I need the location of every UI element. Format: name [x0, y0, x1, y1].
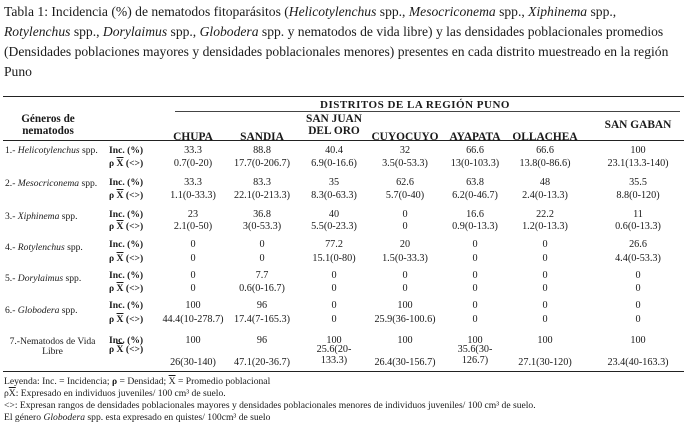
- indicator-incidence: Inc. (%): [109, 335, 144, 346]
- column-header-sandia: SANDIA: [240, 131, 284, 143]
- caption-genus: Dorylaimus: [102, 24, 168, 39]
- incidence-cell: 0: [402, 270, 408, 281]
- incidence-cell: 100: [537, 335, 553, 346]
- density-cell: 0.7(0-20): [173, 158, 213, 169]
- density-cell: 23.1(13.3-140): [607, 158, 669, 169]
- density-cell: 0: [472, 253, 478, 264]
- indicator-incidence: Inc. (%): [109, 209, 144, 220]
- genus-name: Rotylenchus: [17, 242, 65, 253]
- caption-text: spp.,: [70, 24, 103, 39]
- density-cell: 0: [331, 283, 337, 294]
- density-cell: 8.3(0-63.3): [311, 190, 357, 201]
- incidence-cell: 16.6: [466, 209, 484, 220]
- genus-name: Xiphinema: [17, 211, 60, 222]
- density-cell: 0: [190, 283, 196, 294]
- incidence-cell: 0: [542, 239, 548, 250]
- indicator-density: ρ $\overline{X}$ (<>): [109, 253, 144, 264]
- density-cell: 13(0-103.3): [450, 158, 500, 169]
- density-cell: 15.1(0-80): [312, 253, 356, 264]
- indicator-density: ρ $\overline{X}$ (<>): [109, 283, 144, 294]
- incidence-cell: 11: [633, 209, 643, 220]
- caption-genus: Helicotylenchus: [288, 4, 377, 19]
- genus-label: 1.- Helicotylenchus spp.: [5, 145, 98, 156]
- incidence-cell: 66.6: [536, 145, 554, 156]
- density-cell: 17.4(7-165.3): [233, 314, 291, 325]
- column-header-cuyocuyo: CUYOCUYO: [371, 131, 439, 143]
- incidence-cell: 100: [185, 300, 201, 311]
- caption-genus: Mesocriconema: [408, 4, 496, 19]
- rho-symbol: ρ: [4, 388, 9, 399]
- density-cell: 0: [402, 221, 408, 232]
- legend-line-3: <>: Expresan rangos de densidades poblacionales mayores y densidades poblacionales menores de individuos juveniles/ 100 cm³ de suelo.: [4, 400, 536, 411]
- rho-symbol: ρ: [111, 376, 118, 387]
- genus-label: 7.-Nematodos de Vida Libre: [9, 336, 96, 357]
- incidence-cell: 35: [328, 177, 340, 188]
- column-header-ollachea: OLLACHEA: [512, 131, 578, 143]
- districts-underline: [175, 111, 680, 112]
- indicator-incidence: Inc. (%): [109, 270, 144, 281]
- incidence-cell: 100: [467, 335, 483, 346]
- indicator-incidence: Inc. (%): [109, 177, 144, 188]
- incidence-cell: 22.2: [536, 209, 554, 220]
- density-cell: 0: [331, 314, 337, 325]
- indicator-density: ρ $\overline{X}$ (<>): [109, 344, 144, 355]
- incidence-cell: 96: [256, 300, 268, 311]
- incidence-cell: 100: [397, 335, 413, 346]
- incidence-cell: 96: [256, 335, 268, 346]
- density-cell: 0: [542, 314, 548, 325]
- density-cell: 44.4(10-278.7): [162, 314, 224, 325]
- density-cell: 27.1(30-120): [518, 357, 572, 368]
- genus-column-header: Géneros de nematodos: [21, 113, 75, 137]
- density-cell: 25.6(20-133.3): [316, 344, 352, 366]
- incidence-cell: 0: [542, 270, 548, 281]
- incidence-cell: 77.2: [325, 239, 343, 250]
- density-cell: 0: [542, 253, 548, 264]
- table-top-rule: [3, 96, 684, 97]
- density-cell: 0: [472, 283, 478, 294]
- incidence-cell: 66.6: [466, 145, 484, 156]
- incidence-cell: 62.6: [396, 177, 414, 188]
- incidence-cell: 0: [402, 209, 408, 220]
- density-cell: 5.7(0-40): [385, 190, 425, 201]
- density-cell: 47.1(20-36.7): [233, 357, 291, 368]
- incidence-cell: 0: [472, 300, 478, 311]
- density-cell: 25.9(36-100.6): [374, 314, 436, 325]
- incidence-cell: 83.3: [253, 177, 271, 188]
- indicator-incidence: Inc. (%): [109, 145, 144, 156]
- caption-genus: Globodera: [199, 24, 259, 39]
- districts-title: DISTRITOS DE LA REGIÓN PUNO: [320, 99, 510, 111]
- density-cell: 26(30-140): [170, 357, 216, 368]
- caption-text: spp.,: [495, 4, 529, 19]
- density-cell: 23.4(40-163.3): [607, 357, 669, 368]
- caption-text: Tabla 1: Incidencia (%) de nematodos fitoparásitos (: [4, 4, 289, 19]
- caption-genus: Xiphinema: [528, 4, 588, 19]
- incidence-cell: 100: [326, 335, 342, 346]
- density-cell: 0: [190, 253, 196, 264]
- caption-text: spp.,: [167, 24, 200, 39]
- legend-genus: Globodera: [43, 412, 86, 423]
- density-cell: 0: [259, 253, 265, 264]
- legend-line-1: Leyenda: Inc. = Incidencia; ρ = Densidad; $\overline{X}$ = Promedio poblacional: [4, 376, 271, 387]
- incidence-cell: 100: [397, 300, 413, 311]
- incidence-cell: 100: [185, 335, 201, 346]
- density-cell: 26.4(30-156.7): [374, 357, 436, 368]
- incidence-cell: 20: [399, 239, 411, 250]
- incidence-cell: 0: [331, 270, 337, 281]
- caption-text: spp.,: [376, 4, 409, 19]
- genus-label: 6.- Globodera spp.: [5, 305, 78, 316]
- density-cell: 1.1(0-33.3): [170, 190, 216, 201]
- incidence-cell: 23: [187, 209, 199, 220]
- density-cell: 3(0-53.3): [242, 221, 282, 232]
- genus-label: 2.- Mesocriconema spp.: [5, 178, 98, 189]
- column-header-chupa: CHUPA: [173, 131, 213, 143]
- indicator-density: ρ $\overline{X}$ (<>): [109, 190, 144, 201]
- density-cell: 0.6(0-16.7): [239, 283, 285, 294]
- legend-line-2: $\rho\overline{X}$: Expresado en individuos juveniles/ 100 cm³ de suelo.: [4, 388, 226, 399]
- density-cell: 6.2(0-46.7): [452, 190, 498, 201]
- column-header-san-juan-del-oro: SAN JUAN DEL ORO: [305, 113, 362, 137]
- density-cell: 22.1(0-213.3): [233, 190, 291, 201]
- incidence-cell: 88.8: [253, 145, 271, 156]
- density-cell: 17.7(0-206.7): [233, 158, 291, 169]
- incidence-cell: 40: [328, 209, 340, 220]
- caption-genus: Rotylenchus: [4, 24, 71, 39]
- incidence-cell: 0: [190, 239, 196, 250]
- header-bottom-rule: [3, 140, 684, 141]
- legend-line-4: El género Globodera spp. esta expresado en quistes/ 100cm³ de suelo: [4, 412, 271, 423]
- incidence-cell: 0: [542, 300, 548, 311]
- incidence-cell: 40.4: [325, 145, 343, 156]
- density-cell: 5.5(0-23.3): [311, 221, 357, 232]
- incidence-cell: 100: [630, 335, 646, 346]
- column-header-ayapata: AYAPATA: [449, 131, 501, 143]
- genus-label: 3.- Xiphinema spp.: [5, 211, 78, 222]
- incidence-cell: 33.3: [184, 177, 202, 188]
- table-bottom-rule: [3, 371, 684, 372]
- density-cell: 8.8(0-120): [616, 190, 660, 201]
- genus-label: 5.- Dorylaimus spp.: [5, 273, 82, 284]
- incidence-cell: 0: [259, 239, 265, 250]
- incidence-cell: 0: [472, 270, 478, 281]
- incidence-cell: 33.3: [184, 145, 202, 156]
- column-header-san-gaban: SAN GABAN: [604, 119, 672, 131]
- indicator-density: ρ $\overline{X}$ (<>): [109, 221, 144, 232]
- density-cell: 1.5(0-33.3): [382, 253, 428, 264]
- incidence-cell: 32: [399, 145, 411, 156]
- incidence-cell: 7.7: [255, 270, 269, 281]
- density-cell: 35.6(30-126.7): [457, 344, 493, 366]
- density-cell: 0.9(0-13.3): [452, 221, 498, 232]
- density-cell: 0: [472, 314, 478, 325]
- incidence-cell: 0: [472, 239, 478, 250]
- genus-name: Globodera: [17, 305, 60, 316]
- density-cell: 4.4(0-53.3): [615, 253, 661, 264]
- incidence-cell: 48: [539, 177, 551, 188]
- incidence-cell: 26.6: [629, 239, 647, 250]
- density-cell: 1.2(0-13.3): [522, 221, 568, 232]
- incidence-cell: 0: [635, 300, 641, 311]
- density-cell: 0: [635, 314, 641, 325]
- genus-name: Nematodos de Vida Libre: [19, 336, 96, 357]
- indicator-incidence: Inc. (%): [109, 239, 144, 250]
- table-caption: [4, 2, 682, 82]
- indicator-density: ρ $\overline{X}$ (<>): [109, 314, 144, 325]
- incidence-cell: 36.8: [253, 209, 271, 220]
- density-cell: 0: [635, 283, 641, 294]
- incidence-cell: 35.5: [629, 177, 647, 188]
- indicator-incidence: Inc. (%): [109, 300, 144, 311]
- density-cell: 0.6(0-13.3): [615, 221, 661, 232]
- density-cell: 2.4(0-13.3): [522, 190, 568, 201]
- density-cell: 6.9(0-16.6): [311, 158, 357, 169]
- incidence-cell: 63.8: [466, 177, 484, 188]
- density-cell: 2.1(0-50): [173, 221, 213, 232]
- density-cell: 13.8(0-86.6): [519, 158, 571, 169]
- incidence-cell: 0: [331, 300, 337, 311]
- xbar-symbol: $\overline{X}$: [168, 376, 176, 387]
- caption-text: spp.,: [587, 4, 617, 19]
- genus-name: Helicotylenchus: [17, 145, 80, 156]
- genus-name: Dorylaimus: [17, 273, 64, 284]
- incidence-cell: 0: [635, 270, 641, 281]
- genus-label: 4.- Rotylenchus spp.: [5, 242, 83, 253]
- incidence-cell: 100: [630, 145, 646, 156]
- density-cell: 0: [402, 283, 408, 294]
- density-cell: 0: [542, 283, 548, 294]
- xbar-symbol: $\overline{X}$: [8, 388, 16, 399]
- incidence-cell: 0: [190, 270, 196, 281]
- genus-name: Mesocriconema: [17, 178, 80, 189]
- caption-text: spp. y nematodos de vida libre) y las densidades poblacionales promedios (Densidades poblaciones mayores y densidades poblacionales menores) presentes en cada distrito muestreado en la región Puno: [4, 24, 669, 79]
- indicator-density: ρ $\overline{X}$ (<>): [109, 158, 144, 169]
- density-cell: 3.5(0-53.3): [382, 158, 428, 169]
